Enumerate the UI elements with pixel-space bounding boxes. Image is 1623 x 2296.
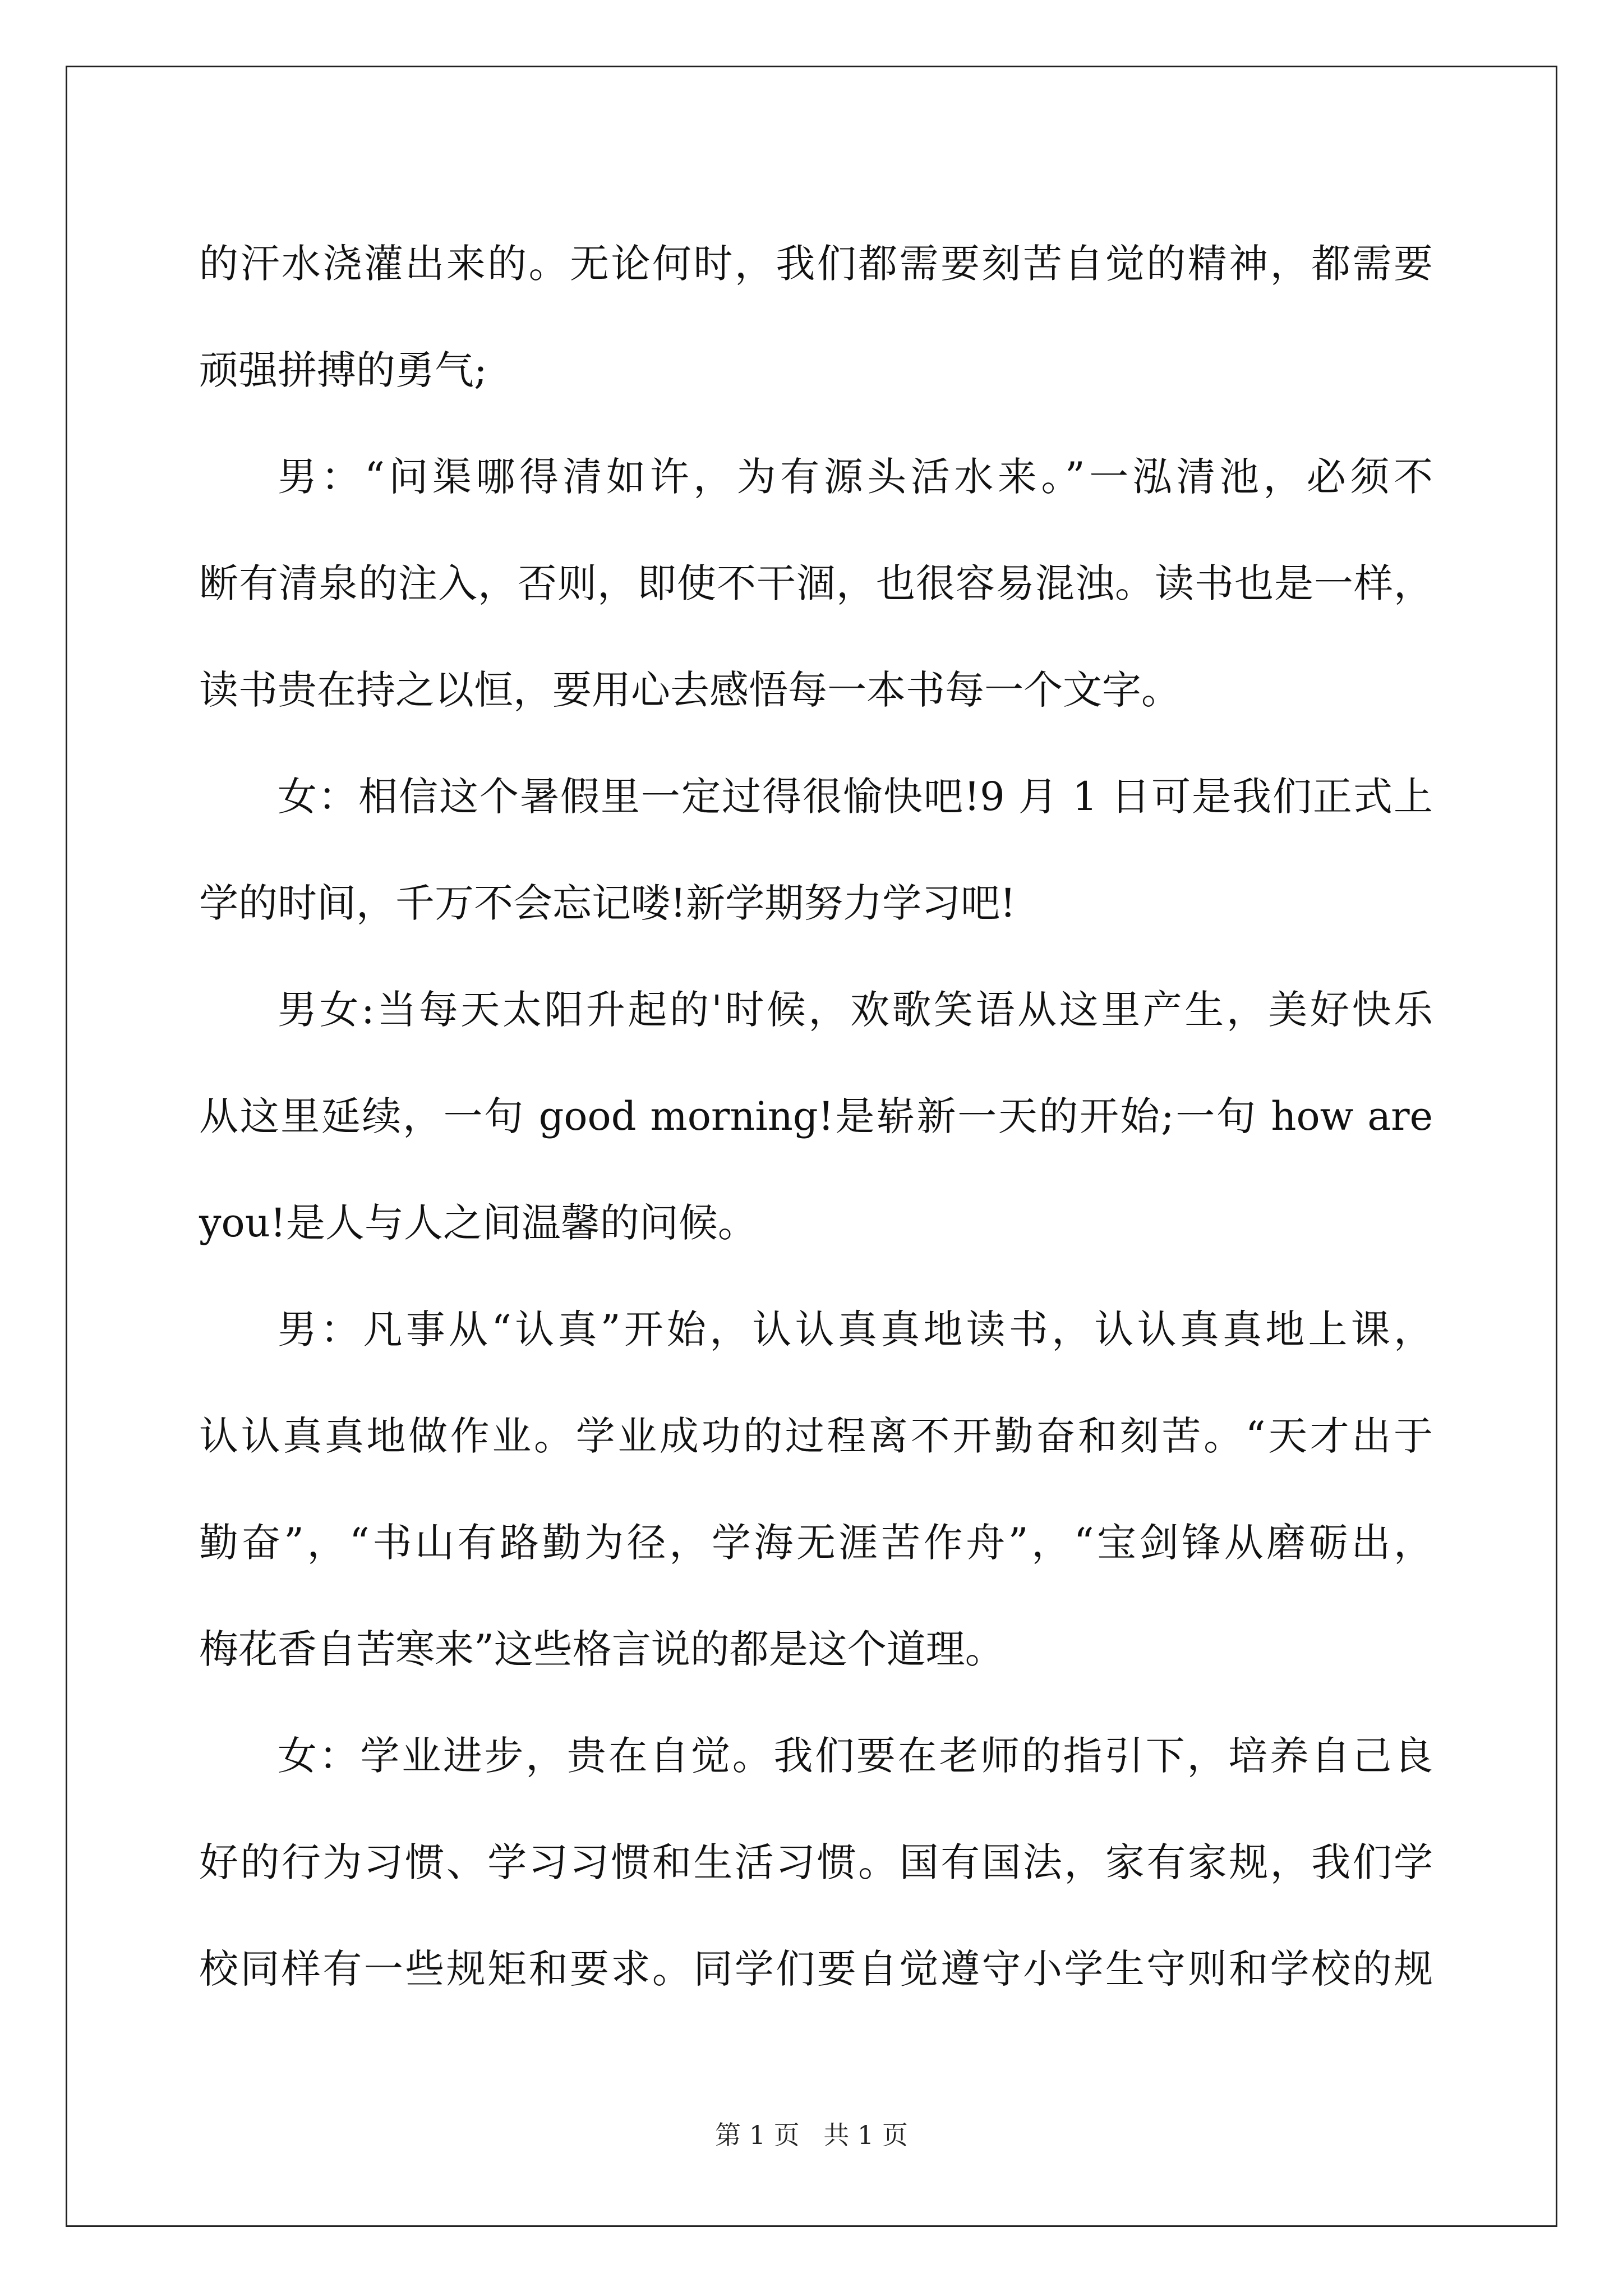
page-number-current: 第 1 页 [715, 2120, 800, 2150]
text-line: 认认真真地做作业。学业成功的过程离不开勤奋和刻苦。“天才出于 [199, 1413, 1433, 1459]
text-line: 女：学业进步，贵在自觉。我们要在老师的指引下，培养自己良 [278, 1733, 1433, 1779]
document-body [199, 210, 1433, 2022]
text-line: 从这里延续，一句 good morning!是崭新一天的开始;一句 how are [199, 1093, 1433, 1139]
text-line: 顽强拼搏的勇气; [199, 347, 487, 393]
page-footer [0, 2115, 1623, 2152]
text-line: you!是人与人之间温馨的问候。 [199, 1200, 757, 1246]
page-number-total: 共 1 页 [823, 2120, 908, 2150]
text-line: 女：相信这个暑假里一定过得很愉快吧!9 月 1 日可是我们正式上 [278, 774, 1433, 820]
text-line: 梅花香自苦寒来”这些格言说的都是这个道理。 [199, 1626, 1004, 1672]
text-line: 校同样有一些规矩和要求。同学们要自觉遵守小学生守则和学校的规 [199, 1946, 1433, 1992]
text-line: 的汗水浇灌出来的。无论何时，我们都需要刻苦自觉的精神，都需要 [199, 241, 1433, 287]
text-line: 学的时间，千万不会忘记喽!新学期努力学习吧! [199, 880, 1016, 926]
text-line: 好的行为习惯、学习习惯和生活习惯。国有国法，家有家规，我们学 [199, 1839, 1433, 1885]
text-line: 男：凡事从“认真”开始，认认真真地读书，认认真真地上课， [278, 1306, 1433, 1352]
text-line: 勤奋”，“书山有路勤为径，学海无涯苦作舟”，“宝剑锋从磨砺出， [199, 1520, 1433, 1566]
text-line: 男女:当每天太阳升起的'时候，欢歌笑语从这里产生，美好快乐 [278, 987, 1433, 1033]
text-line: 断有清泉的注入，否则，即使不干涸，也很容易混浊。读书也是一样， [199, 560, 1433, 606]
text-line: 读书贵在持之以恒，要用心去感悟每一本书每一个文字。 [199, 667, 1181, 713]
text-line: 男：“问渠哪得清如许，为有源头活水来。”一泓清池，必须不 [278, 454, 1433, 500]
